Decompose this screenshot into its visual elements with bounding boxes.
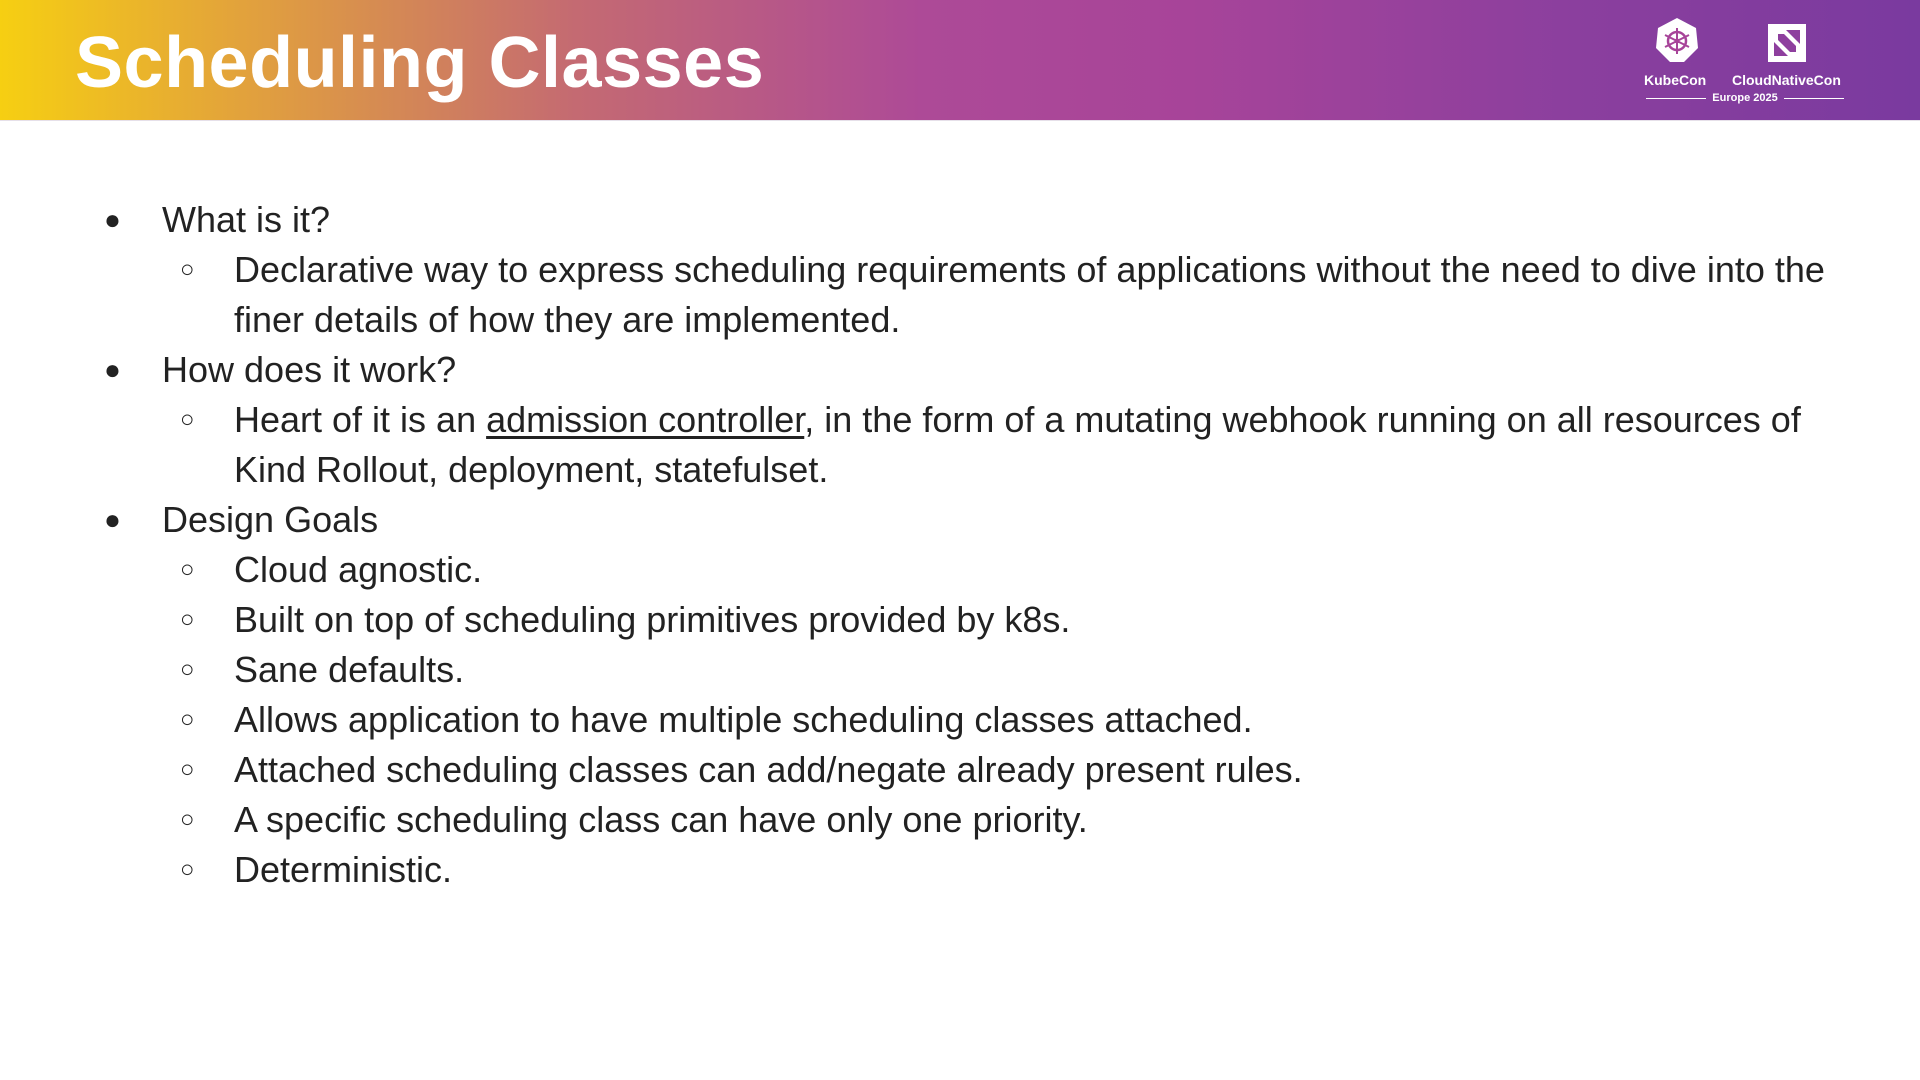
divider <box>1646 98 1706 99</box>
list-item <box>100 195 1840 245</box>
admission-controller-link[interactable]: admission controller <box>486 399 805 440</box>
hollow-bullet-icon: ○ <box>180 656 195 683</box>
sub-list-item-prefix: Heart of it is an <box>234 399 487 440</box>
hollow-bullet-icon: ○ <box>180 806 195 833</box>
divider <box>1784 98 1844 99</box>
hollow-bullet-icon: ○ <box>180 556 195 583</box>
sub-list-item-text: Cloud agnostic. <box>234 549 483 590</box>
sub-list-item <box>100 545 1840 595</box>
sub-list-item-suffix: , in the form of a mutating webhook running on all resources of Kind Rollout, deployment, statefulset. <box>234 399 1801 490</box>
sub-list-item <box>100 845 1840 895</box>
slide-title: Scheduling Classes <box>75 23 765 103</box>
list-item-text: Design Goals <box>162 499 379 540</box>
hollow-bullet-icon: ○ <box>180 406 195 433</box>
list-item <box>100 495 1840 545</box>
sub-list-item <box>100 395 1840 495</box>
cloudnativecon-label: CloudNativeCon <box>1732 72 1841 88</box>
kubernetes-helm-icon <box>1654 16 1700 64</box>
event-subtitle-text: Europe 2025 <box>1712 92 1778 104</box>
sub-list-item-text: Allows application to have multiple scheduling classes attached. <box>234 699 1253 740</box>
kubecon-logo <box>1640 14 1855 110</box>
list-item-text: What is it? <box>162 199 331 240</box>
hollow-bullet-icon: ○ <box>180 256 195 283</box>
kubecon-label: KubeCon <box>1644 72 1707 88</box>
hollow-bullet-icon: ○ <box>180 706 195 733</box>
hollow-bullet-icon: ○ <box>180 606 195 633</box>
hollow-bullet-icon: ○ <box>180 856 195 883</box>
sub-list-item-text: Sane defaults. <box>234 649 465 690</box>
sub-list-item-text: Deterministic. <box>234 849 453 890</box>
cloudnativecon-icon <box>1766 22 1808 64</box>
filled-bullet-icon: ● <box>104 504 121 535</box>
sub-list-item <box>100 245 1840 345</box>
sub-list-item-text: Attached scheduling classes can add/negate already present rules. <box>234 749 1303 790</box>
list-item <box>100 345 1840 395</box>
event-subtitle <box>1640 92 1850 104</box>
sub-list-item-text: Built on top of scheduling primitives provided by k8s. <box>234 599 1071 640</box>
sub-list-item <box>100 795 1840 845</box>
filled-bullet-icon: ● <box>104 354 121 385</box>
hollow-bullet-icon: ○ <box>180 756 195 783</box>
list-item-text: How does it work? <box>162 349 457 390</box>
sub-list-item <box>100 745 1840 795</box>
sub-list-item-text: A specific scheduling class can have only one priority. <box>234 799 1088 840</box>
sub-list-item <box>100 695 1840 745</box>
sub-list-item <box>100 595 1840 645</box>
sub-list-item <box>100 645 1840 695</box>
sub-list-item-text: Declarative way to express scheduling requirements of applications without the need to dive into the finer details of how they are implemented. <box>234 249 1825 340</box>
filled-bullet-icon: ● <box>104 204 121 235</box>
header-banner <box>0 0 1920 121</box>
bullet-list <box>100 195 1840 895</box>
